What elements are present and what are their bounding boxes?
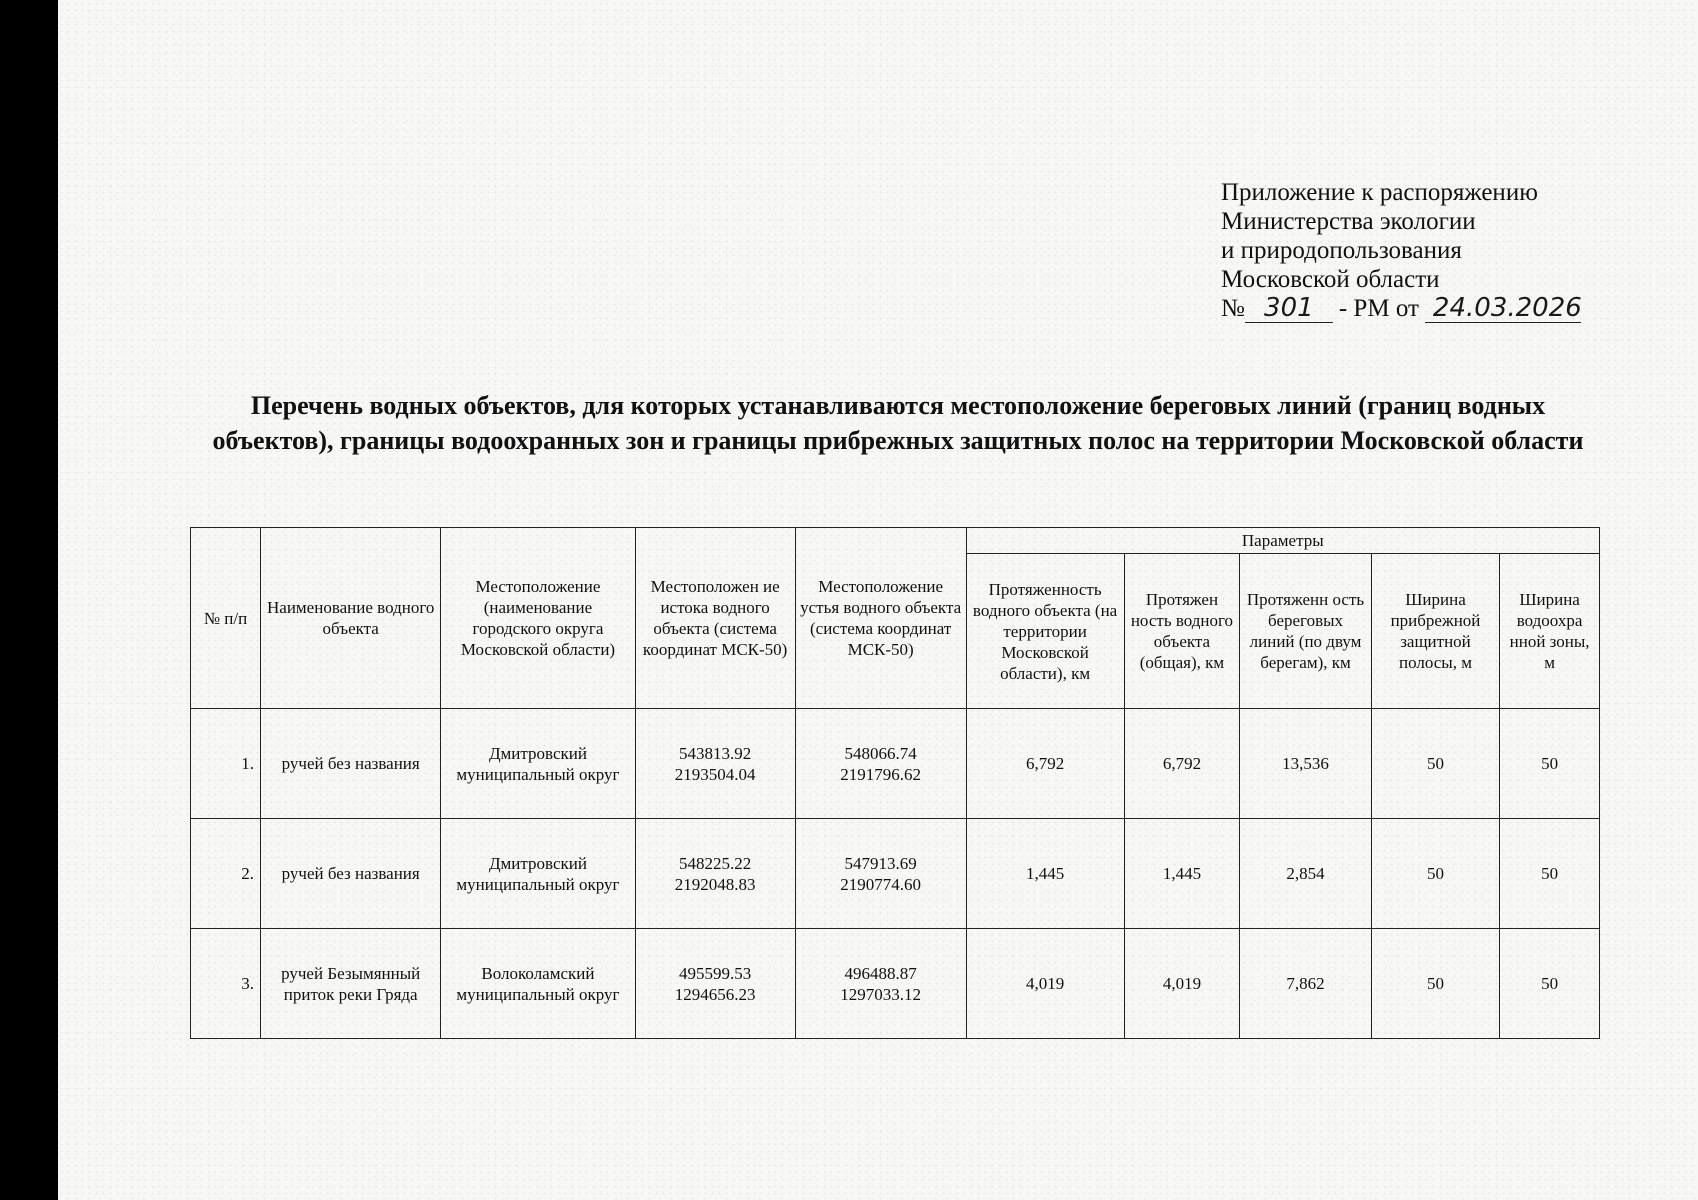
cell-water-zone-width: 50 [1500, 929, 1600, 1039]
header-location: Местоположение (наименование городского округа Московской области) [441, 528, 635, 709]
handwritten-order-date: 24.03.2026 [1425, 294, 1581, 323]
cell-length-total: 1,445 [1124, 819, 1240, 929]
scan-border [0, 0, 66, 1200]
source-y: 2192048.83 [674, 874, 756, 894]
document-title: Перечень водных объектов, для которых устанавливаются местоположение береговых линий (границ водных объектов), границы водоохранных зон и границы прибрежных защитных полос на территории Московской области [212, 391, 1584, 455]
header-name: Наименование водного объекта [261, 528, 441, 709]
order-number-line [1221, 294, 1581, 323]
cell-location: Дмитровский муниципальный округ [441, 709, 635, 819]
cell-shore-length: 13,536 [1240, 709, 1372, 819]
cell-name: ручей без названия [261, 709, 441, 819]
approval-line: и природопользования [1221, 237, 1462, 264]
source-y: 2193504.04 [674, 764, 756, 784]
cell-coastal-width: 50 [1371, 929, 1499, 1039]
header-water-zone-width: Ширина водоохра нной зоны, м [1500, 554, 1600, 709]
header-source: Местоположен ие истока водного объекта (система координат МСК-50) [635, 528, 795, 709]
cell-mouth [795, 819, 966, 929]
cell-mouth [795, 929, 966, 1039]
cell-coastal-width: 50 [1371, 819, 1499, 929]
mouth-y: 1297033.12 [840, 984, 922, 1004]
cell-length-region: 1,445 [966, 819, 1124, 929]
approval-block [1221, 178, 1581, 323]
table-row [191, 709, 1600, 819]
table-row [191, 929, 1600, 1039]
cell-num: 1. [191, 709, 261, 819]
table-row [191, 819, 1600, 929]
cell-source [635, 709, 795, 819]
cell-name: ручей без названия [261, 819, 441, 929]
water-objects-table [190, 527, 1600, 1039]
cell-length-region: 4,019 [966, 929, 1124, 1039]
cell-length-region: 6,792 [966, 709, 1124, 819]
cell-source [635, 929, 795, 1039]
cell-water-zone-width: 50 [1500, 709, 1600, 819]
handwritten-order-number: 301 [1245, 294, 1333, 323]
document-page [58, 0, 1698, 1200]
source-x: 543813.92 [679, 743, 752, 763]
mouth-x: 496488.87 [844, 963, 917, 983]
mouth-x: 547913.69 [844, 853, 917, 873]
header-num: № п/п [191, 528, 261, 709]
header-parameters: Параметры [966, 528, 1599, 554]
table-header-row [191, 528, 1600, 554]
cell-mouth [795, 709, 966, 819]
number-sign: № [1221, 295, 1245, 322]
header-mouth: Местоположение устья водного объекта (система координат МСК-50) [795, 528, 966, 709]
source-y: 1294656.23 [674, 984, 756, 1004]
cell-name: ручей Безымянный приток реки Гряда [261, 929, 441, 1039]
cell-num: 3. [191, 929, 261, 1039]
source-x: 495599.53 [679, 963, 752, 983]
cell-shore-length: 7,862 [1240, 929, 1372, 1039]
header-length-region: Протяженность водного объекта (на территории Московской области), км [966, 554, 1124, 709]
mouth-x: 548066.74 [844, 743, 917, 763]
rm-text: - РМ от [1338, 295, 1419, 322]
cell-length-total: 6,792 [1124, 709, 1240, 819]
approval-line: Приложение к распоряжению [1221, 179, 1538, 206]
cell-num: 2. [191, 819, 261, 929]
cell-water-zone-width: 50 [1500, 819, 1600, 929]
mouth-y: 2191796.62 [840, 764, 922, 784]
cell-length-total: 4,019 [1124, 929, 1240, 1039]
header-coastal-width: Ширина прибрежной защитной полосы, м [1371, 554, 1499, 709]
mouth-y: 2190774.60 [840, 874, 922, 894]
header-shore-length: Протяженн ость береговых линий (по двум берегам), км [1240, 554, 1372, 709]
cell-source [635, 819, 795, 929]
cell-shore-length: 2,854 [1240, 819, 1372, 929]
approval-line: Московской области [1221, 266, 1440, 293]
header-length-total: Протяжен ность водного объекта (общая), км [1124, 554, 1240, 709]
approval-line: Министерства экологии [1221, 208, 1476, 235]
cell-location: Дмитровский муниципальный округ [441, 819, 635, 929]
source-x: 548225.22 [679, 853, 752, 873]
cell-coastal-width: 50 [1371, 709, 1499, 819]
cell-location: Волоколамский муниципальный округ [441, 929, 635, 1039]
